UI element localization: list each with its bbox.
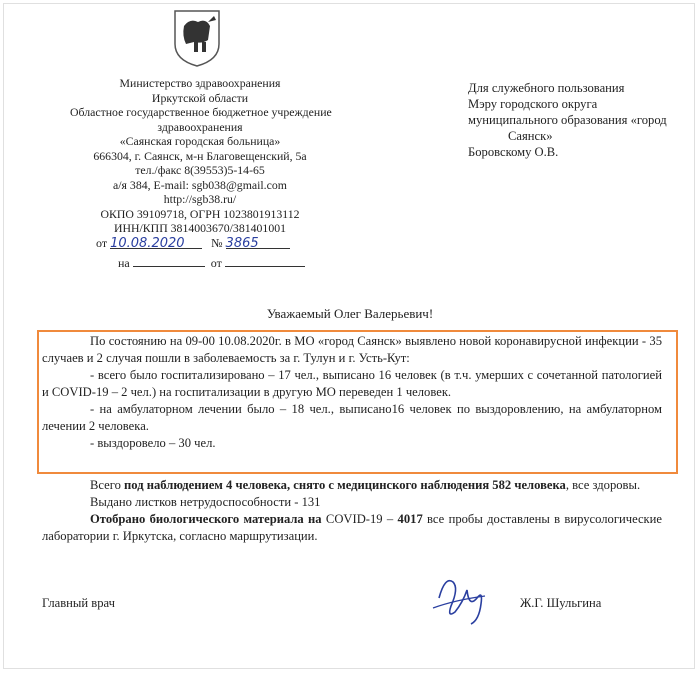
coat-of-arms-emblem (172, 8, 222, 68)
outgoing-reference (96, 236, 290, 251)
address-line: 666304, г. Саянск, м-н Благовещенский, 5а (93, 148, 307, 163)
ref-on-from-label: от (210, 256, 222, 270)
institution-type-line-2: здравоохранения (157, 119, 243, 134)
ref-date: 10.08.2020 (110, 236, 185, 251)
recipient-line-3: Саянск» (508, 129, 553, 143)
body-paragraph-recovered: - выздоровело – 30 чел. (90, 436, 216, 450)
body-paragraph-observation: Всего под наблюдением 4 человека, снято с медицинского наблюдения 582 человека, все здоровы. (90, 478, 641, 492)
ref-on-label: на (118, 256, 130, 270)
body-paragraph-sick-leave: Выдано листков нетрудоспособности - 131 (90, 495, 321, 509)
signatory-title: Главный врач (42, 596, 115, 610)
recipient-line-2: муниципального образования «город (468, 113, 667, 127)
recipient-header (468, 80, 698, 160)
sender-header (70, 76, 330, 236)
classification-line: Для служебного пользования (468, 81, 625, 95)
observation-bold-text: под наблюдением 4 человека, снято с медицинского наблюдения 582 человека (124, 478, 566, 492)
handwritten-signature (425, 568, 505, 628)
ministry-line: Министерство здравоохранения (119, 76, 281, 90)
letter-body-highlighted (42, 333, 662, 452)
recipient-name: Боровскому О.В. (468, 145, 559, 159)
greeting: Уважаемый Олег Валерьевич! (266, 306, 434, 321)
ref-number: 3865 (225, 236, 259, 251)
region-line: Иркутской области (151, 90, 249, 105)
website-line: http://sgb38.ru/ (163, 192, 237, 206)
institution-type-line: Областное государственное бюджетное учреждение (70, 105, 332, 119)
institution-name: «Саянская городская больница» (119, 134, 281, 148)
incoming-reference (118, 254, 305, 271)
body-paragraph-outpatient: - на амбулаторном лечении было – 18 чел., выписано16 человек по выздоровлению, на амбулаторном лечении 2 человека. (42, 402, 662, 433)
ref-number-label: № (211, 236, 223, 250)
ref-from-label: от (96, 236, 108, 250)
samples-count: 4017 (397, 512, 423, 526)
samples-bold-text: Отобрано биологического материала на (90, 512, 322, 526)
phone-line: тел./факс 8(39553)5-14-65 (135, 163, 265, 177)
signatory-name: Ж.Г. Шульгина (520, 596, 602, 610)
body-paragraph-hospitalized: - всего было госпитализировано – 17 чел., выписано 16 человек (в т.ч. умерших с сочетанной патологией и COVID-19 – 2 чел.) на госпитализации в другую МО переведен 1 человек. (42, 368, 662, 399)
body-paragraph-samples: Отобрано биологического материала на COVID-19 – 4017 все пробы доставлены в вирусологические лаборатории г. Иркутска, согласно маршрутизации. (42, 512, 663, 543)
recipient-line-1: Мэру городского округа (468, 97, 598, 111)
okpo-ogrn-line: ОКПО 39109718, ОГРН 1023801913112 (100, 206, 300, 221)
letter-body (42, 477, 662, 545)
body-paragraph-status: По состоянию на 09-00 10.08.2020г. в МО «город Саянск» выявлено новой коронавирусной инфекции - 35 случаев и 2 случая пошли в заболеваемость за г. Тулун и г. Усть-Кут: (42, 334, 662, 365)
inn-kpp-line: ИНН/КПП 3814003670/381401001 (113, 221, 287, 235)
email-line: а/я 384, E-mail: sgb038@gmail.com (113, 177, 287, 192)
